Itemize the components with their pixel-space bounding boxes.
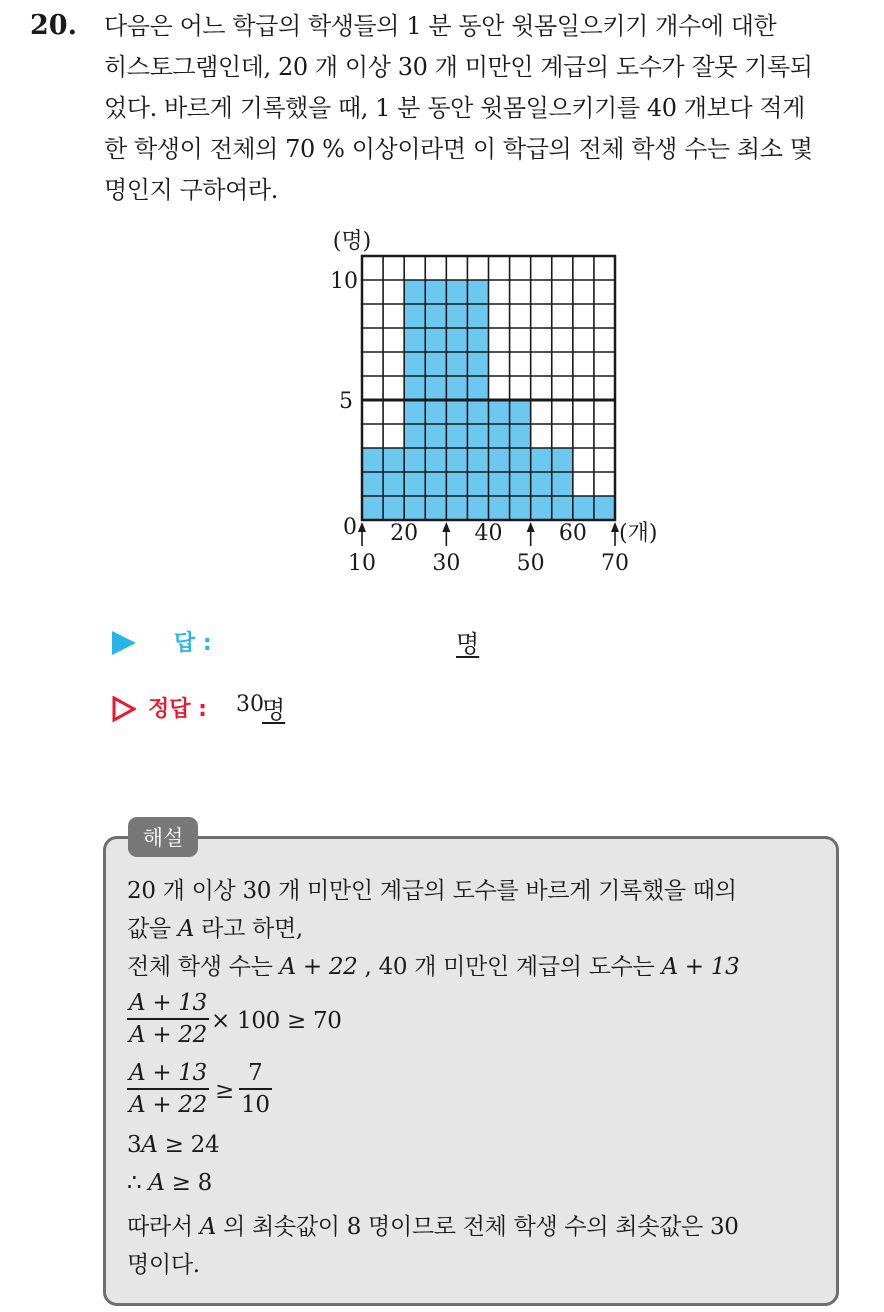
x-tick-arrowhead [358, 522, 366, 532]
answer-row [112, 622, 612, 662]
play-triangle-icon [112, 631, 136, 655]
y-axis-label: (명) [332, 229, 372, 254]
text: , 40 개 미만인 계급의 도수는 [357, 954, 662, 980]
x-tick-label: 70 [601, 551, 629, 576]
question-line: 히스토그램인데, 20 개 이상 30 개 미만인 계급의 도수가 잘못 기록되 [104, 53, 813, 81]
fraction-numerator: 7 [248, 1060, 263, 1086]
question-line: 한 학생이 전체의 70 % 이상이라면 이 학급의 전체 학생 수는 최소 몇 [104, 135, 813, 163]
text: 3 [127, 1132, 142, 1158]
x-tick-label: 50 [516, 551, 545, 576]
y-tick-label: 10 [330, 269, 358, 294]
solution-line [127, 1208, 739, 1241]
answer-unit: 명 [456, 630, 480, 658]
fraction-numerator: A + 13 [129, 990, 207, 1016]
text: ∴ [127, 1170, 149, 1196]
fraction [127, 1058, 209, 1120]
answer-label: 답 : [174, 631, 212, 656]
text: 따라서 [127, 1214, 200, 1240]
math-var: A [177, 916, 195, 942]
correct-answer-value: 30 [236, 692, 264, 717]
fraction [127, 988, 209, 1050]
solution-tag: 해설 [128, 817, 198, 857]
solution-line: 명이다. [127, 1252, 200, 1278]
question-line: 었다. 바르게 기록했을 때, 1 분 동안 윗몸일으키기를 40 개보다 적게 [104, 94, 805, 122]
correct-answer-unit: 명 [262, 696, 286, 724]
fraction [239, 1058, 272, 1120]
fraction-denominator: A + 22 [129, 1092, 207, 1118]
correct-answer-row [112, 688, 512, 728]
x-tick-arrowhead [442, 522, 450, 532]
question-line: 명인지 구하여라. [104, 176, 278, 204]
histogram-chart [320, 224, 660, 584]
x-tick-label: 60 [558, 521, 587, 546]
fraction-denominator: A + 22 [129, 1022, 207, 1048]
math-expr: A + 13 [661, 954, 740, 980]
correct-answer-label: 정답 : [148, 697, 207, 722]
y-tick-label: 0 [343, 515, 357, 540]
outline-triangle-icon [112, 696, 136, 722]
math-var: A [199, 1214, 217, 1240]
x-tick-arrowhead [527, 522, 535, 532]
math-symbol: ≥ [215, 1078, 234, 1104]
x-tick-label: 40 [474, 521, 503, 546]
text: 전체 학생 수는 [127, 954, 280, 980]
solution-line [127, 1132, 219, 1158]
math-expr: A + 22 [279, 954, 358, 980]
math-var: A [141, 1132, 158, 1158]
text: 라고 하면, [194, 916, 303, 942]
solution-line [127, 948, 739, 981]
x-tick-label: 30 [432, 551, 461, 576]
solution-line: 20 개 이상 30 개 미만인 계급의 도수를 바르게 기록했을 때의 [127, 878, 737, 904]
text: 의 최솟값이 8 명이므로 전체 학생 수의 최솟값은 30 [216, 1214, 739, 1240]
y-tick-label: 5 [339, 389, 353, 414]
text: ≥ 24 [157, 1132, 220, 1158]
solution-line [127, 1170, 212, 1196]
text: ≥ 8 [164, 1170, 212, 1196]
question-text [104, 6, 864, 211]
question-line: 다음은 어느 학급의 학생들의 1 분 동안 윗몸일으키기 개수에 대한 [104, 12, 777, 40]
fraction-numerator: A + 13 [129, 1060, 207, 1086]
fraction-denominator: 10 [241, 1092, 270, 1118]
math-var: A [148, 1170, 165, 1196]
x-tick-arrowhead [611, 522, 619, 532]
x-tick-label: 10 [348, 551, 376, 576]
x-axis-unit: (개) [619, 521, 658, 546]
x-tick-label: 20 [390, 521, 419, 546]
solution-line [127, 910, 303, 943]
text: 값을 [127, 916, 178, 942]
question-number: 20. [30, 10, 77, 41]
math-expr: × 100 ≥ 70 [211, 1008, 342, 1034]
